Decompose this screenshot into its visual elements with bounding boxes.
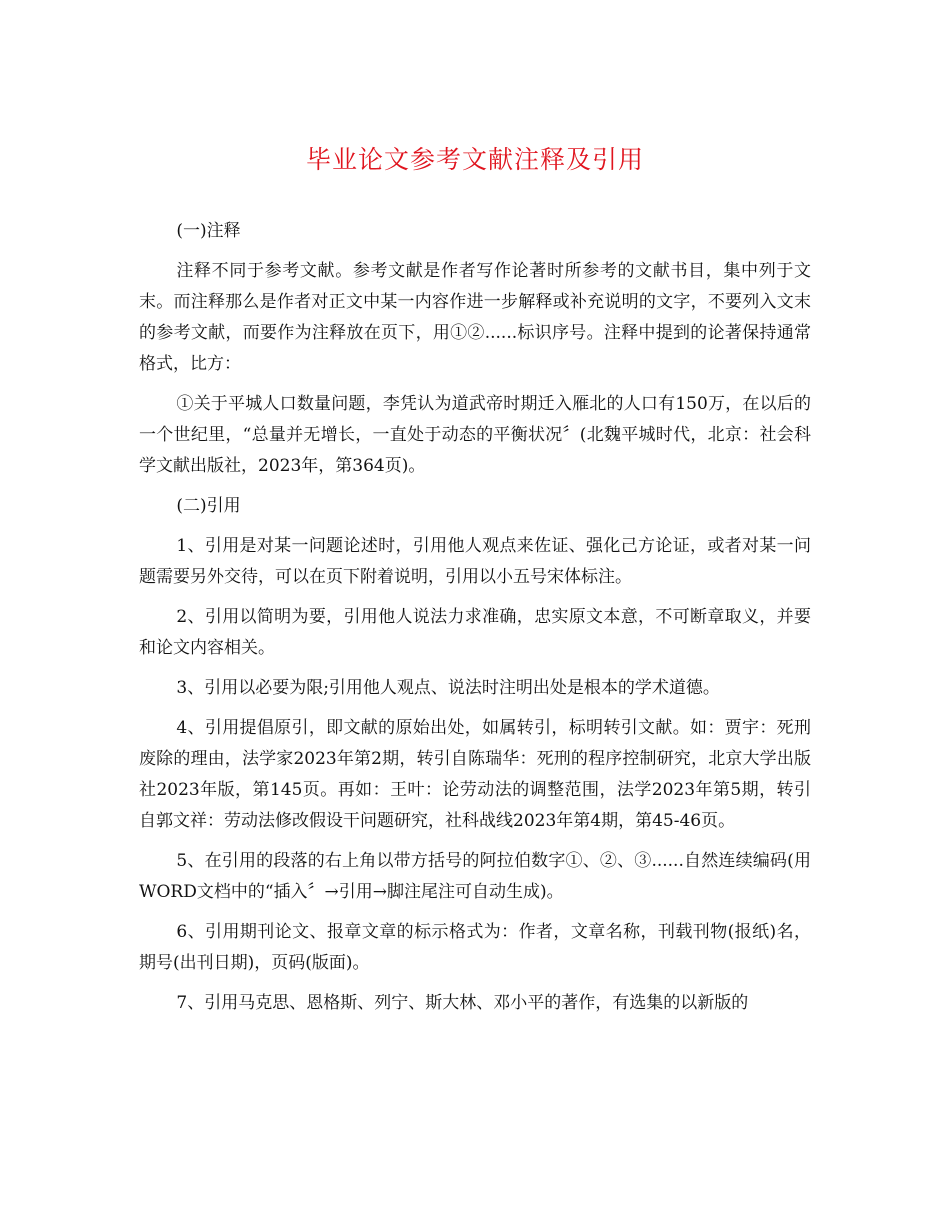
list-item: 3、引用以必要为限;引用他人观点、说法时注明出处是根本的学术道德。 [176, 678, 720, 698]
list-item: 5、在引用的段落的右上角以带方括号的阿拉伯数字①、②、③......自然连续编码(用WORD文档中的“插入〞→引用→脚注尾注可自动生成)。 [139, 851, 811, 902]
list-item: 7、引用马克思、恩格斯、列宁、斯大林、邓小平的著作，有选集的以新版的 [176, 993, 749, 1013]
list-item: 2、引用以简明为要，引用他人说法力求准确，忠实原文本意，不可断章取义，并要和论文内容相关。 [139, 607, 811, 658]
section-heading-citation: (二)引用 [176, 496, 241, 516]
list-item: 1、引用是对某一问题论述时，引用他人观点来佐证、强化己方论证，或者对某一问题需要另外交待，可以在页下附着说明，引用以小五号宋体标注。 [139, 536, 811, 587]
document-title: 毕业论文参考文献注释及引用 [305, 145, 644, 174]
document-body [139, 216, 811, 1028]
section-heading-notes: (一)注释 [176, 221, 241, 241]
paragraph: 注释不同于参考文献。参考文献是作者写作论著时所参考的文献书目，集中列于文末。而注释那么是作者对正文中某一内容作进一步解释或补充说明的文字，不要列入文末的参考文献，而要作为注释放在页下，用①②......标识序号。注释中提到的论著保持通常格式，比方： [139, 261, 811, 374]
list-item: 4、引用提倡原引，即文献的原始出处，如属转引，标明转引文献。如：贾宇：死刑废除的理由，法学家2023年第2期，转引自陈瑞华：死刑的程序控制研究，北京大学出版社2023年版，第145页。再如：王叶：论劳动法的调整范围，法学2023年第5期，转引自郭文祥：劳动法修改假设干问题研究，社科战线2023年第4期，第45-46页。 [139, 718, 811, 831]
paragraph-example-note: ①关于平城人口数量问题，李凭认为道武帝时期迁入雁北的人口有150万，在以后的一个世纪里，“总量并无增长，一直处于动态的平衡状况〞(北魏平城时代，北京：社会科学文献出版社，2023年，第364页)。 [139, 394, 811, 476]
list-item: 6、引用期刊论文、报章文章的标示格式为：作者，文章名称，刊载刊物(报纸)名，期号(出刊日期)，页码(版面)。 [139, 922, 811, 973]
